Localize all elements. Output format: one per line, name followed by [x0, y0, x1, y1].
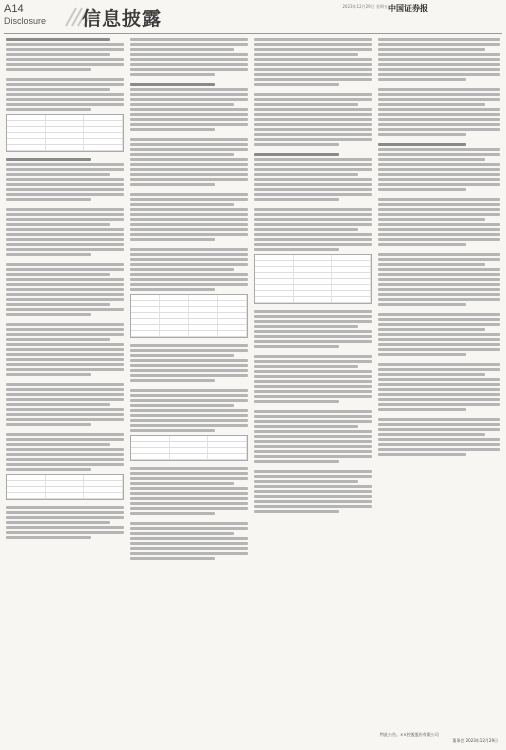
text-column-2: [130, 38, 248, 738]
issue-date: 2023年12月29日 星期五: [342, 4, 388, 9]
footer-line-2: 董事会 2023年12月29日: [452, 738, 498, 743]
text-column-4: [378, 38, 500, 738]
announcement-footer: [380, 732, 498, 744]
newspaper-brand: 中国证券报: [388, 3, 428, 13]
text-column-3: [254, 38, 372, 738]
footer-line-1: 特此公告。××控股股份有限公司: [380, 732, 439, 737]
page-number: A14: [4, 3, 24, 15]
section-name-en: Disclosure: [4, 16, 47, 26]
data-table: [6, 114, 124, 152]
text-column-1: [6, 38, 124, 738]
header-divider: [4, 33, 502, 34]
page-header: [0, 0, 506, 34]
section-name-cn: 信息披露: [82, 8, 163, 30]
